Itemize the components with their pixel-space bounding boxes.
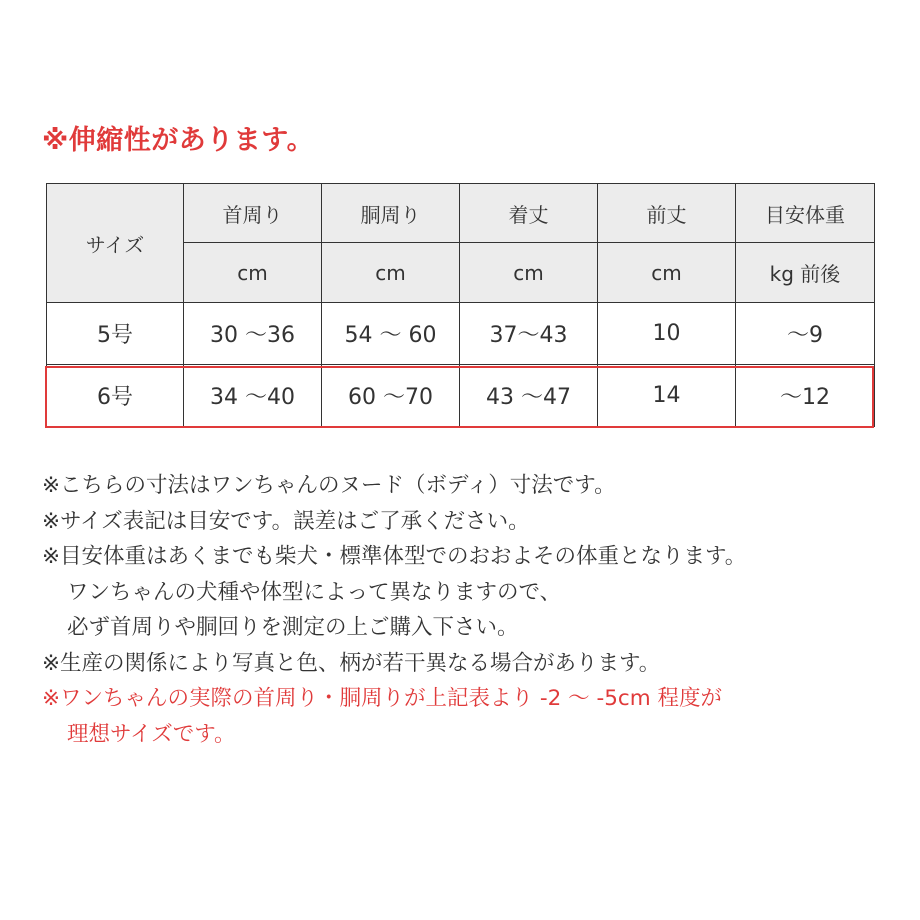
stretch-notice-headline: ※伸縮性があります。 [42, 125, 315, 156]
neck-value: 34 ～40 [184, 365, 322, 427]
note-color-pattern: ※生産の関係により写真と色、柄が若干異なる場合があります。 [42, 650, 661, 676]
length-value: 37～43 [460, 303, 598, 365]
neck-header: 首周り [184, 184, 322, 243]
weight-value: ～12 [736, 365, 875, 427]
size-label: 5号 [47, 303, 184, 365]
neck-value: 30 ～36 [184, 303, 322, 365]
chest-unit: cm [322, 243, 460, 303]
chest-value: 60 ～70 [322, 365, 460, 427]
front-length-value: 10 [598, 303, 736, 365]
neck-unit: cm [184, 243, 322, 303]
note-breed-difference: ワンちゃんの犬種や体型によって異なりますので、 [67, 579, 562, 605]
weight-value: ～9 [736, 303, 875, 365]
note-size-guide: ※サイズ表記は目安です。誤差はご了承ください。 [42, 508, 530, 534]
note-ideal-size-cont: 理想サイズです。 [67, 721, 236, 747]
size-label: 6号 [47, 365, 184, 427]
note-measure-before-purchase: 必ず首周りや胴回りを測定の上ご購入下さい。 [67, 615, 519, 640]
table-row-size-6 [47, 365, 875, 427]
weight-header: 目安体重 [736, 184, 875, 243]
size-notes [42, 468, 902, 752]
note-nude-measurement: ※こちらの寸法はワンちゃんのヌード（ボディ）寸法です。 [42, 473, 616, 498]
front-length-value: 14 [598, 365, 736, 427]
size-column-header: サイズ [47, 184, 184, 303]
size-chart-table [46, 183, 875, 427]
chest-header: 胴周り [322, 184, 460, 243]
front-length-header: 前丈 [598, 184, 736, 243]
length-unit: cm [460, 243, 598, 303]
note-ideal-size: ※ワンちゃんの実際の首周り・胴周りが上記表より -2 ～ -5cm 程度が [42, 686, 722, 711]
chest-value: 54 ～ 60 [322, 303, 460, 365]
length-header: 着丈 [460, 184, 598, 243]
note-weight-guide: ※目安体重はあくまでも柴犬・標準体型でのおおよその体重となります。 [42, 544, 747, 569]
front-length-unit: cm [598, 243, 736, 303]
table-row-size-5 [47, 303, 875, 365]
weight-unit: kg 前後 [736, 243, 875, 303]
length-value: 43 ～47 [460, 365, 598, 427]
header-row-names [47, 184, 875, 243]
